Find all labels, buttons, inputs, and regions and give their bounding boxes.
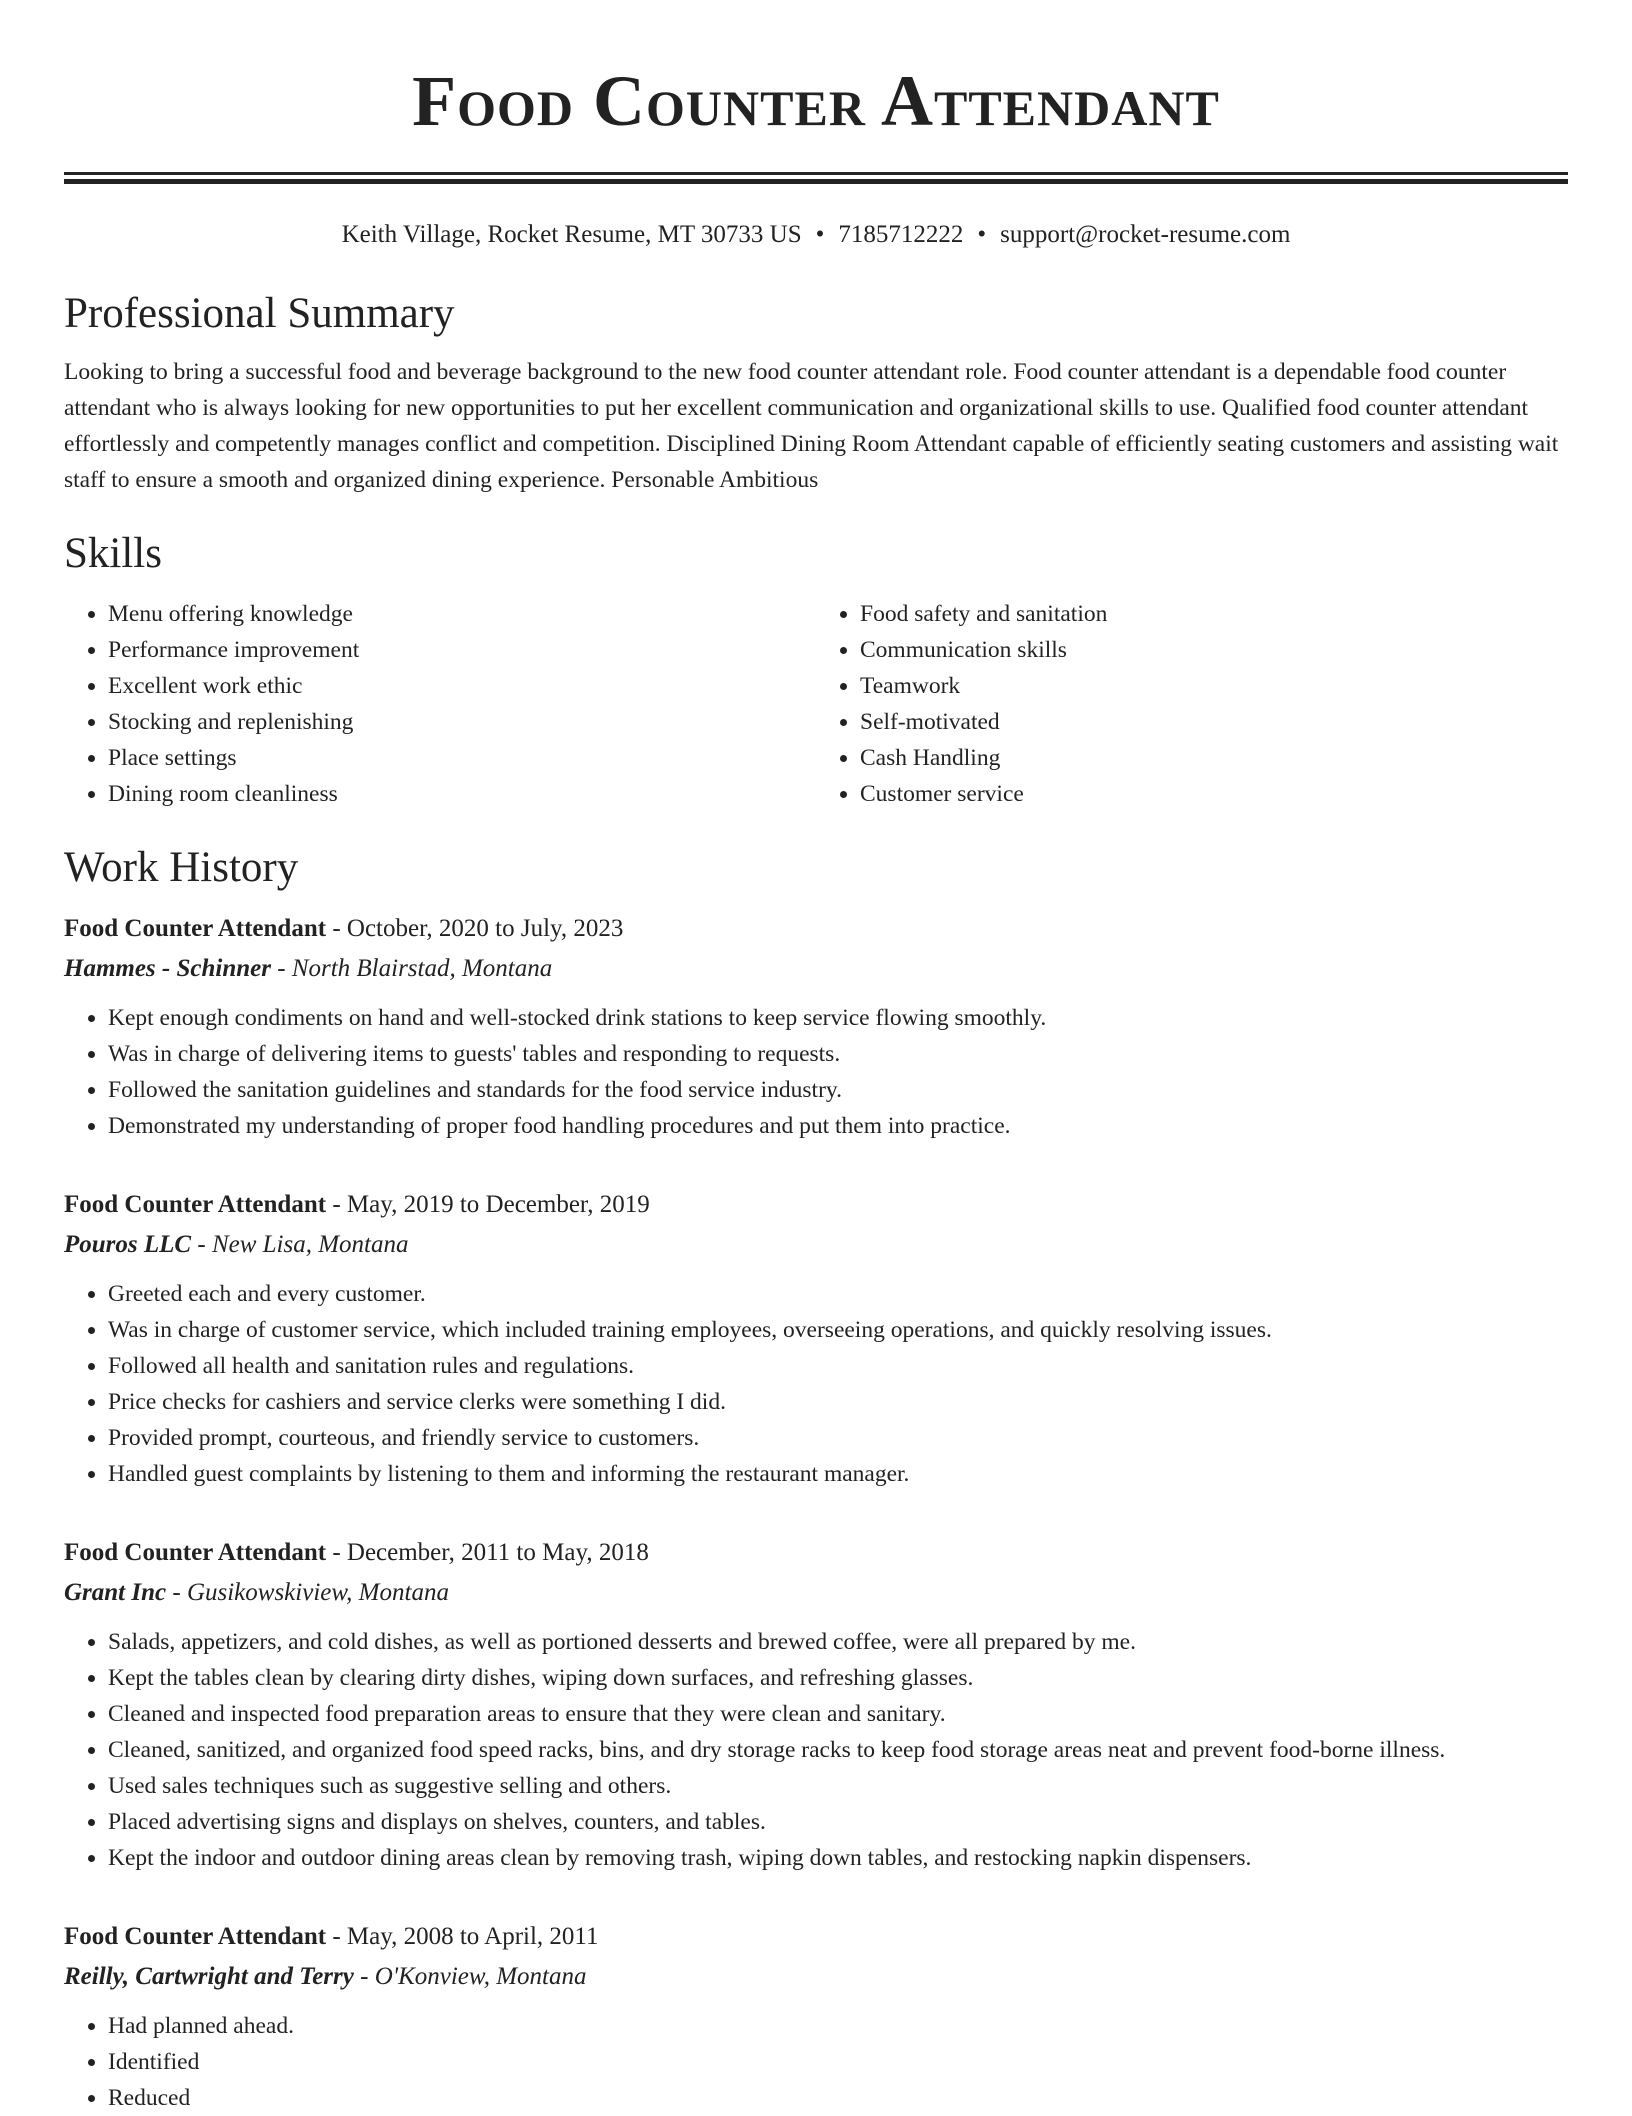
skill-item: • Customer service bbox=[860, 776, 1568, 812]
job-bullet: • Had planned ahead. bbox=[108, 2008, 1568, 2044]
skill-item: • Performance improvement bbox=[108, 632, 816, 668]
job-bullet: • Greeted each and every customer. bbox=[108, 1276, 1568, 1312]
job-entry bbox=[64, 1918, 1568, 2116]
job-dates: May, 2019 to December, 2019 bbox=[346, 1191, 650, 1218]
job-bullet: • Cleaned and inspected food preparation areas to ensure that they were clean and sanitary. bbox=[108, 1696, 1568, 1732]
job-bullet: • Salads, appetizers, and cold dishes, as well as portioned desserts and brewed coffee, were all prepared by me. bbox=[108, 1624, 1568, 1660]
contact-separator: • bbox=[815, 221, 825, 248]
job-bullet: • Was in charge of delivering items to guests' tables and responding to requests. bbox=[108, 1036, 1568, 1072]
dash: - bbox=[326, 1923, 347, 1950]
job-bullets bbox=[64, 2008, 1568, 2116]
employer-line bbox=[64, 1958, 1568, 1996]
job-bullets bbox=[64, 1276, 1568, 1492]
dash: - bbox=[326, 1539, 347, 1566]
job-bullets bbox=[64, 1624, 1568, 1876]
job-bullets bbox=[64, 1000, 1568, 1144]
work-history-heading: Work History bbox=[64, 844, 299, 891]
job-dates: May, 2008 to April, 2011 bbox=[346, 1923, 599, 1950]
job-entry bbox=[64, 1186, 1568, 1492]
job-bullet: • Kept enough condiments on hand and well-stocked drink stations to keep service flowing smoothly. bbox=[108, 1000, 1568, 1036]
job-role: Food Counter Attendant bbox=[64, 1923, 327, 1950]
dash: - bbox=[326, 1191, 347, 1218]
skill-item: • Excellent work ethic bbox=[108, 668, 816, 704]
dash: - bbox=[353, 1963, 375, 1990]
skills-columns bbox=[64, 596, 1568, 812]
resume-name: Food Counter Attendant bbox=[412, 61, 1220, 141]
skill-item: • Dining room cleanliness bbox=[108, 776, 816, 812]
job-dates: December, 2011 to May, 2018 bbox=[346, 1539, 649, 1566]
skill-item: • Stocking and replenishing bbox=[108, 704, 816, 740]
skill-item: • Menu offering knowledge bbox=[108, 596, 816, 632]
job-location: New Lisa, Montana bbox=[211, 1231, 409, 1258]
job-location: O'Konview, Montana bbox=[374, 1963, 587, 1990]
contact-email: support@rocket-resume.com bbox=[1000, 221, 1291, 248]
dash: - bbox=[326, 915, 347, 942]
job-role: Food Counter Attendant bbox=[64, 1539, 327, 1566]
job-bullet: • Identified bbox=[108, 2044, 1568, 2080]
job-company: Grant Inc bbox=[64, 1579, 167, 1606]
dash: - bbox=[166, 1579, 187, 1606]
skill-item: • Cash Handling bbox=[860, 740, 1568, 776]
skill-item: • Communication skills bbox=[860, 632, 1568, 668]
summary-heading: Professional Summary bbox=[64, 290, 455, 337]
employer-line bbox=[64, 1574, 1568, 1612]
job-bullet: • Used sales techniques such as suggestive selling and others. bbox=[108, 1768, 1568, 1804]
contact-phone: 7185712222 bbox=[838, 221, 964, 248]
job-title-line bbox=[64, 1186, 1568, 1224]
header-divider bbox=[64, 172, 1568, 184]
job-bullet: • Cleaned, sanitized, and organized food speed racks, bins, and dry storage racks to keep food storage areas neat and prevent food-borne illness. bbox=[108, 1732, 1568, 1768]
job-company: Reilly, Cartwright and Terry bbox=[64, 1963, 354, 1990]
skill-item: • Place settings bbox=[108, 740, 816, 776]
job-bullet: • Provided prompt, courteous, and friendly service to customers. bbox=[108, 1420, 1568, 1456]
job-title-line bbox=[64, 1534, 1568, 1572]
job-bullet: • Price checks for cashiers and service clerks were something I did. bbox=[108, 1384, 1568, 1420]
skills-list-left bbox=[64, 596, 816, 812]
employer-line bbox=[64, 1226, 1568, 1264]
employer-line bbox=[64, 950, 1568, 988]
summary-text: Looking to bring a successful food and beverage background to the new food counter attendant role. Food counter attendant is a dependable food counter attendant who is always looking for new opportunities to put her excellent communication and organizational skills to use. Qualified food counter attendant effortlessly and competently manages conflict and competition. Disciplined Dining Room Attendant capable of efficiently seating customers and assisting wait staff to ensure a smooth and organized dining experience. Personable Ambitious bbox=[64, 359, 1559, 493]
job-title-line bbox=[64, 1918, 1568, 1956]
skill-item: • Teamwork bbox=[860, 668, 1568, 704]
contact-separator: • bbox=[977, 221, 987, 248]
skill-item: • Self-motivated bbox=[860, 704, 1568, 740]
dash: - bbox=[191, 1231, 212, 1258]
job-company: Hammes - Schinner bbox=[64, 955, 271, 982]
job-role: Food Counter Attendant bbox=[64, 1191, 327, 1218]
skills-list-right bbox=[816, 596, 1568, 812]
job-bullet: • Followed the sanitation guidelines and standards for the food service industry. bbox=[108, 1072, 1568, 1108]
job-bullet: • Reduced bbox=[108, 2080, 1568, 2116]
job-entry bbox=[64, 910, 1568, 1144]
contact-address: Keith Village, Rocket Resume, MT 30733 US bbox=[341, 221, 802, 248]
job-dates: October, 2020 to July, 2023 bbox=[346, 915, 624, 942]
job-entry bbox=[64, 1534, 1568, 1876]
skills-heading: Skills bbox=[64, 530, 162, 577]
job-bullet: • Handled guest complaints by listening to them and informing the restaurant manager. bbox=[108, 1456, 1568, 1492]
job-bullet: • Followed all health and sanitation rules and regulations. bbox=[108, 1348, 1568, 1384]
job-bullet: • Kept the tables clean by clearing dirty dishes, wiping down surfaces, and refreshing glasses. bbox=[108, 1660, 1568, 1696]
job-location: North Blairstad, Montana bbox=[291, 955, 553, 982]
job-bullet: • Placed advertising signs and displays on shelves, counters, and tables. bbox=[108, 1804, 1568, 1840]
job-role: Food Counter Attendant bbox=[64, 915, 327, 942]
job-bullet: • Was in charge of customer service, which included training employees, overseeing operations, and quickly resolving issues. bbox=[108, 1312, 1568, 1348]
job-title-line bbox=[64, 910, 1568, 948]
dash: - bbox=[270, 955, 292, 982]
job-bullet: • Demonstrated my understanding of proper food handling procedures and put them into practice. bbox=[108, 1108, 1568, 1144]
job-location: Gusikowskiview, Montana bbox=[186, 1579, 449, 1606]
job-company: Pouros LLC bbox=[64, 1231, 192, 1258]
contact-line bbox=[64, 218, 1568, 252]
skill-item: • Food safety and sanitation bbox=[860, 596, 1568, 632]
job-bullet: • Kept the indoor and outdoor dining areas clean by removing trash, wiping down tables, and restocking napkin dispensers. bbox=[108, 1840, 1568, 1876]
